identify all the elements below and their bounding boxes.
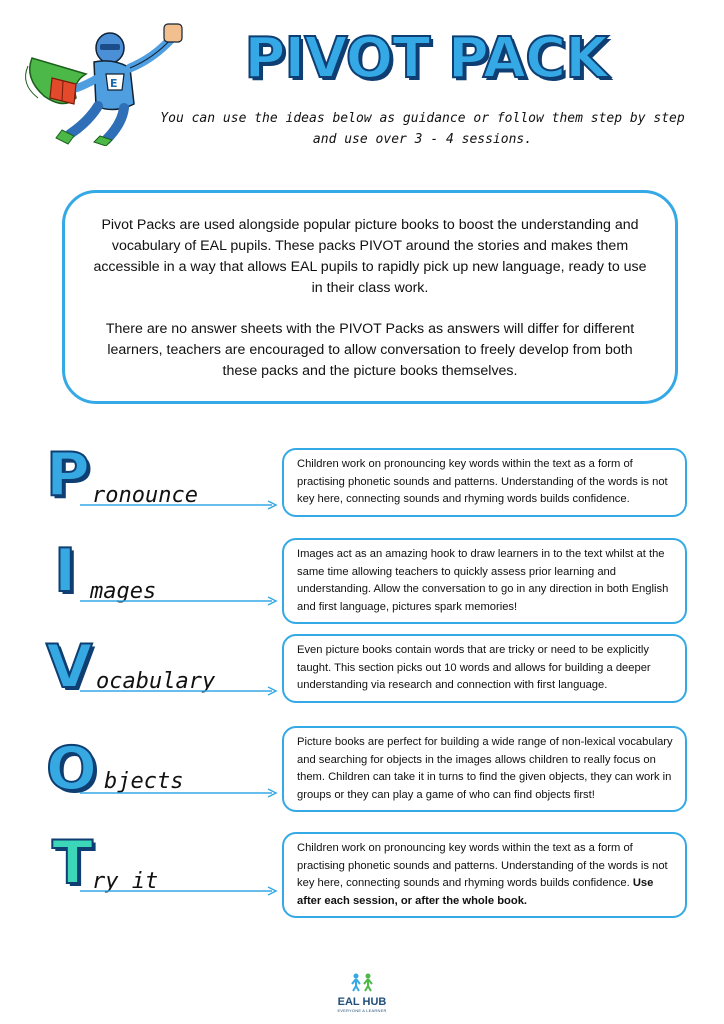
pivot-letter-v: V: [46, 632, 93, 702]
arrow-icon: [80, 886, 280, 896]
logo-tagline: EVERYONE A LEARNER: [337, 1008, 387, 1013]
pivot-description-vocabulary: Even picture books contain words that are tricky or need to be explicitly taught. This section picks out 10 words and allows for building a deeper understanding via research and connection with first language.: [282, 634, 687, 703]
intro-paragraph-1: Pivot Packs are used alongside popular picture books to boost the understanding and vocabulary of EAL pupils. These packs PIVOT around the stories and makes them accessible in a way that allows EAL pupils to rapidly pick up new language, ready to use in their class work.: [93, 217, 647, 296]
page-title: PIVOT PACK: [244, 26, 608, 91]
arrow-icon: [80, 596, 280, 606]
pivot-word-try-it: ry it: [92, 869, 159, 894]
intro-paragraph-2: There are no answer sheets with the PIVOT Packs as answers will differ for different learners, teachers are encouraged to allow conversation to freely develop from both these packs and the picture books themselves.: [105, 321, 635, 379]
pivot-letter-i: I: [54, 536, 77, 606]
pivot-letter-t: T: [52, 828, 93, 898]
arrow-icon: [80, 788, 280, 798]
eal-hub-figures-icon: [347, 972, 377, 992]
pivot-row-vocabulary: [0, 632, 724, 720]
logo-name: EAL HUB: [337, 996, 387, 1008]
pivot-word-vocabulary: ocabulary: [96, 669, 216, 694]
pivot-word-objects: bjects: [104, 769, 184, 794]
intro-box: [62, 190, 678, 404]
page-subtitle: You can use the ideas below as guidance or follow them step by step and use over 3 - 4 sessions.: [160, 111, 685, 147]
svg-text:E: E: [110, 77, 118, 90]
pivot-letter-p: P: [46, 440, 90, 510]
pivot-description-objects: Picture books are perfect for building a wide range of non-lexical vocabulary and searching for objects in the images allows children to really focus on them. Children can take it in turns to find the given objects, they can work in groups or they can play a game of who can find objects first!: [282, 726, 687, 812]
pivot-description-try-it: [282, 832, 687, 918]
pivot-row-pronounce: [0, 440, 724, 528]
pivot-word-pronounce: ronounce: [92, 483, 198, 508]
pivot-row-try-it: [0, 828, 724, 916]
pivot-row-objects: [0, 728, 724, 816]
pivot-description-pronounce: Children work on pronouncing key words within the text as a form of practising phonetic sounds and patterns. Understanding of the words is not key here, connecting sounds and rhyming words builds confidence.: [282, 448, 687, 517]
pivot-word-images: mages: [90, 579, 157, 604]
arrow-icon: [80, 500, 280, 510]
arrow-icon: [80, 686, 280, 696]
pivot-description-images: Images act as an amazing hook to draw learners in to the text whilst at the same time allowing teachers to quickly assess prior learning and understanding. Allow the conversation to go in any direction in both English and first language, pictures spark memories!: [282, 538, 687, 624]
pivot-row-images: [0, 536, 724, 624]
try-it-description-bold: Use after each session, or after the whole book.: [297, 877, 654, 907]
try-it-description-text: Children work on pronouncing key words within the text as a form of practising phonetic sounds and patterns. Understanding of the words is not key here, connecting sounds and rhyming words builds confidence.: [297, 842, 668, 889]
eal-hub-logo: [332, 972, 392, 1016]
pivot-letter-o: O: [46, 734, 98, 804]
